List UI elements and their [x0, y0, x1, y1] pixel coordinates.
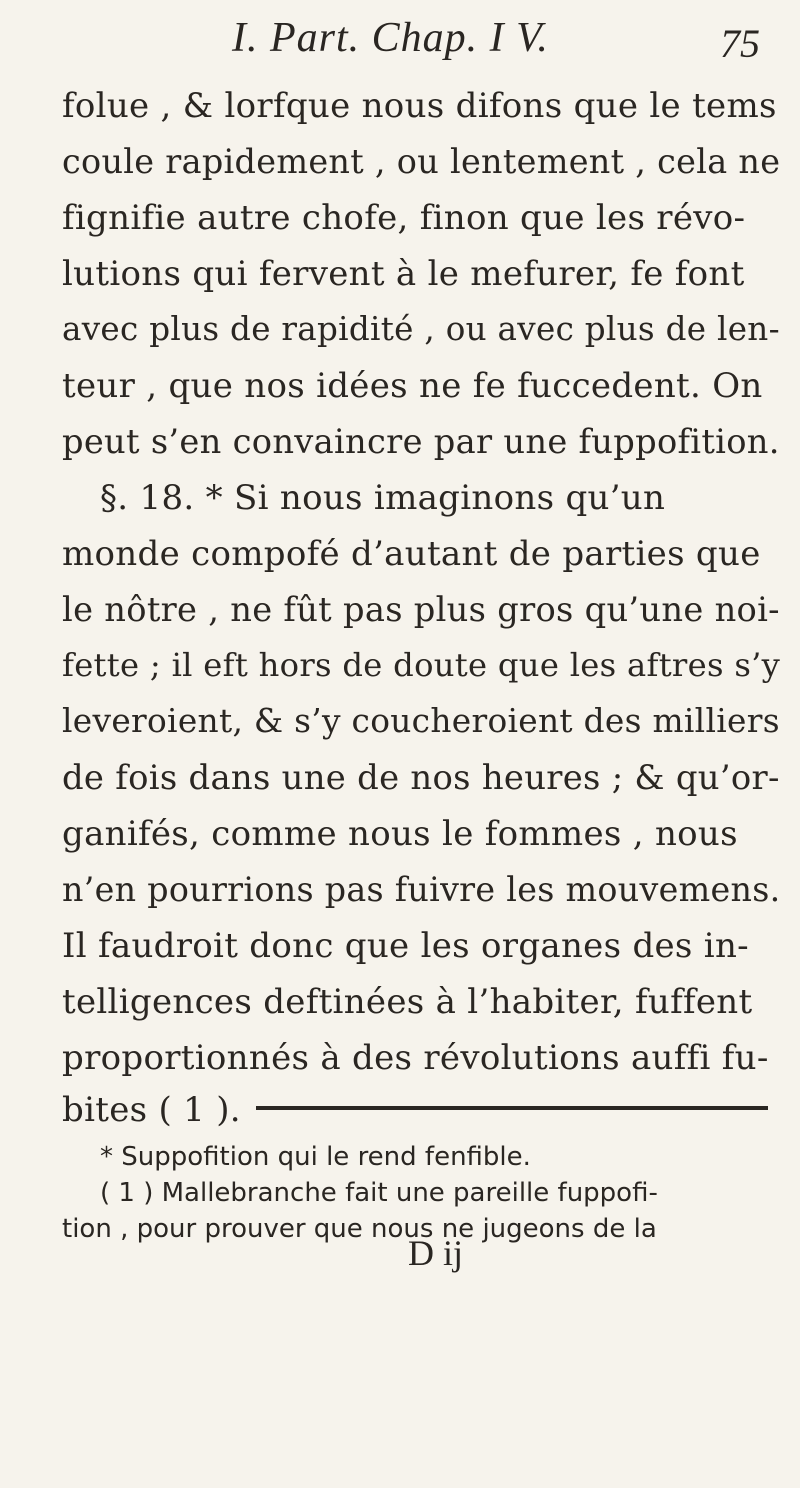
text-line: lutions qui fervent à le mefurer, fe font — [62, 254, 745, 294]
text-line: telligences deftinées à l’habiter, fuffent — [62, 982, 753, 1022]
text-line: peut s’en convaincre par une fuppofition. — [62, 422, 780, 461]
text-line: fette ; il eft hors de doute que les aftres s’y — [62, 646, 781, 684]
text-line: n’en pourrions pas fuivre les mouvemens. — [62, 870, 781, 909]
text-line: le nôtre , ne fût pas plus gros qu’une noi- — [62, 590, 780, 629]
text-line: fignifie autre chofe, finon que les révo- — [62, 198, 746, 238]
text-line: proportionnés à des révolutions auffi fu- — [62, 1038, 769, 1078]
page-header — [0, 12, 800, 76]
running-head: I. Part. Chap. I V. — [232, 15, 549, 61]
text-line: avec plus de rapidité , ou avec plus de len- — [62, 310, 780, 348]
text-line: de fois dans une de nos heures ; & qu’or- — [62, 758, 780, 797]
text-line: folue , & lorfque nous difons que le tems — [62, 86, 777, 126]
text-line: bites ( 1 ). — [62, 1090, 241, 1130]
text-line: §. 18. * Si nous imaginons qu’un — [100, 478, 666, 518]
text-line: coule rapidement , ou lentement , cela ne — [62, 142, 781, 181]
text-line: teur , que nos idées ne fe fuccedent. On — [62, 366, 763, 406]
footnote-line: ( 1 ) Mallebranche fait une pareille fuppofi- — [100, 1178, 658, 1208]
text-line: ganifés, comme nous le fommes , nous — [62, 814, 738, 854]
footnote-line: * Suppofition qui le rend fenfible. — [100, 1142, 531, 1172]
text-line: leveroient, & s’y coucheroient des milliers — [62, 702, 780, 740]
footnote-line: tion , pour prouver que nous ne jugeons de la — [62, 1214, 657, 1244]
page-number: 75 — [720, 21, 760, 66]
text-line: Il faudroit donc que les organes des in- — [62, 926, 749, 966]
text-line: monde compofé d’autant de parties que — [62, 534, 761, 574]
footnote-rule — [256, 1106, 768, 1110]
signature-mark: D ij — [408, 1233, 464, 1273]
